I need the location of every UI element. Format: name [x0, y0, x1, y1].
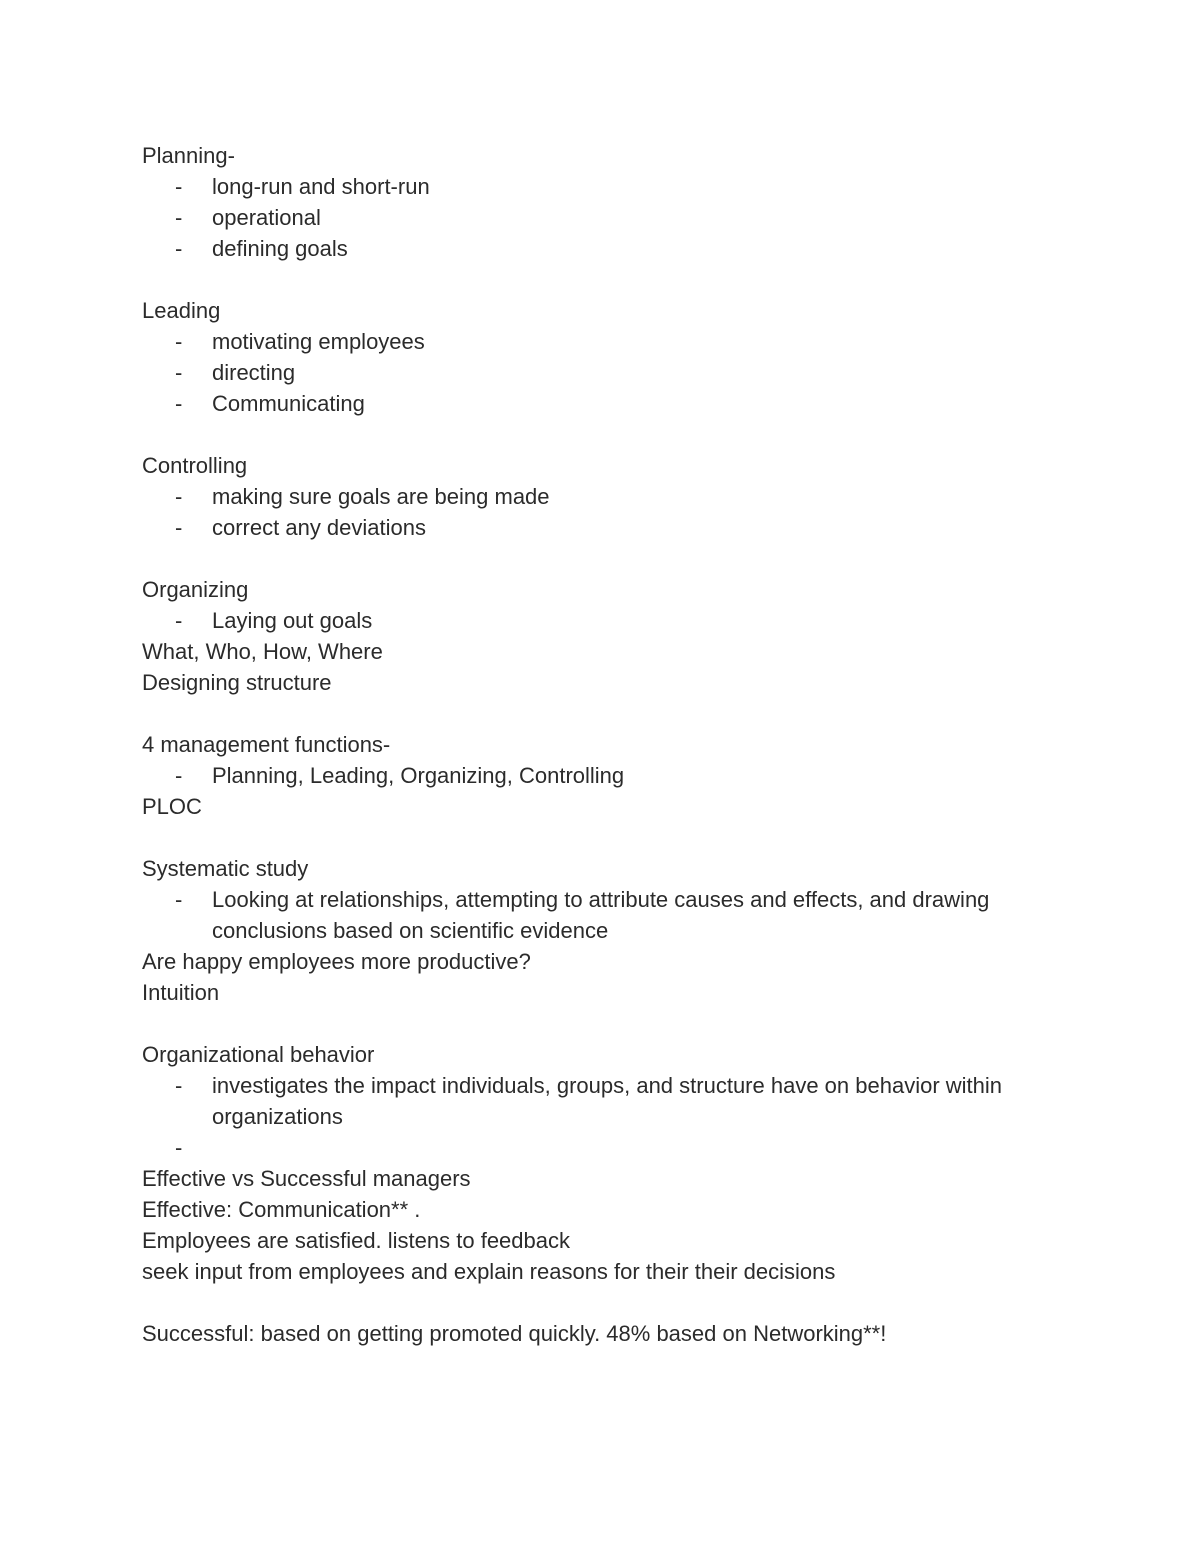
- bullet-item: - long-run and short-run: [142, 171, 1082, 202]
- blank-line: [142, 543, 1082, 574]
- blank-line: [142, 1008, 1082, 1039]
- dash-glyph: -: [175, 1135, 183, 1160]
- bullet-item: - investigates the impact individuals, groups, and structure have on behavior within organizations: [142, 1070, 1082, 1132]
- dash-glyph: -: [175, 205, 183, 230]
- text-line: Effective: Communication** .: [142, 1197, 421, 1222]
- section-organizational-behavior: [142, 1039, 1082, 1287]
- dash-glyph: -: [175, 174, 183, 199]
- dash-glyph: -: [175, 763, 183, 788]
- section-heading: Organizing: [142, 577, 249, 602]
- dash-glyph: -: [175, 1073, 183, 1098]
- dash-glyph: -: [175, 236, 183, 261]
- section-systematic-study: [142, 853, 1082, 1008]
- blank-line: [142, 698, 1082, 729]
- bullet-item: - Laying out goals: [142, 605, 1082, 636]
- section-heading: Organizational behavior: [142, 1042, 375, 1067]
- blank-line: [142, 1287, 1082, 1318]
- section-heading: Planning-: [142, 143, 235, 168]
- bullet-item: - correct any deviations: [142, 512, 1082, 543]
- section-planning: [142, 140, 1082, 264]
- dash-glyph: -: [175, 515, 183, 540]
- bullet-item: - Looking at relationships, attempting to attribute causes and effects, and drawing conclusions based on scientific evidence: [142, 884, 1082, 946]
- blank-line: [142, 264, 1082, 295]
- section-heading: Controlling: [142, 453, 248, 478]
- section-leading: [142, 295, 1082, 419]
- bullet-item-empty: [142, 1132, 1082, 1163]
- dash-glyph: -: [175, 608, 183, 633]
- bullet-item: - making sure goals are being made: [142, 481, 1082, 512]
- section-heading: 4 management functions-: [142, 732, 391, 757]
- text-line: Intuition: [142, 980, 220, 1005]
- text-line: What, Who, How, Where: [142, 639, 383, 664]
- bullet-item: - Planning, Leading, Organizing, Controlling: [142, 760, 1082, 791]
- dash-glyph: -: [175, 887, 183, 912]
- blank-line: [142, 822, 1082, 853]
- text-line: Effective vs Successful managers: [142, 1166, 471, 1191]
- section-heading: Systematic study: [142, 856, 309, 881]
- section-controlling: [142, 450, 1082, 543]
- bullet-item: - defining goals: [142, 233, 1082, 264]
- dash-glyph: -: [175, 360, 183, 385]
- section-organizing: [142, 574, 1082, 698]
- section-heading: Leading: [142, 298, 221, 323]
- dash-glyph: -: [175, 329, 183, 354]
- bullet-item: - motivating employees: [142, 326, 1082, 357]
- dash-glyph: -: [175, 391, 183, 416]
- text-line: Are happy employees more productive?: [142, 949, 531, 974]
- text-line: Designing structure: [142, 670, 332, 695]
- dash-glyph: -: [175, 484, 183, 509]
- text-line: PLOC: [142, 794, 202, 819]
- document-page: [142, 140, 1082, 1349]
- section-heading: Successful: based on getting promoted quickly. 48% based on Networking**!: [142, 1321, 887, 1346]
- section-successful: [142, 1318, 1082, 1349]
- text-line: Employees are satisfied. listens to feedback: [142, 1228, 571, 1253]
- text-line: seek input from employees and explain reasons for their their decisions: [142, 1259, 836, 1284]
- bullet-item: - operational: [142, 202, 1082, 233]
- blank-line: [142, 419, 1082, 450]
- bullet-item: - directing: [142, 357, 1082, 388]
- section-management-functions: [142, 729, 1082, 822]
- bullet-item: - Communicating: [142, 388, 1082, 419]
